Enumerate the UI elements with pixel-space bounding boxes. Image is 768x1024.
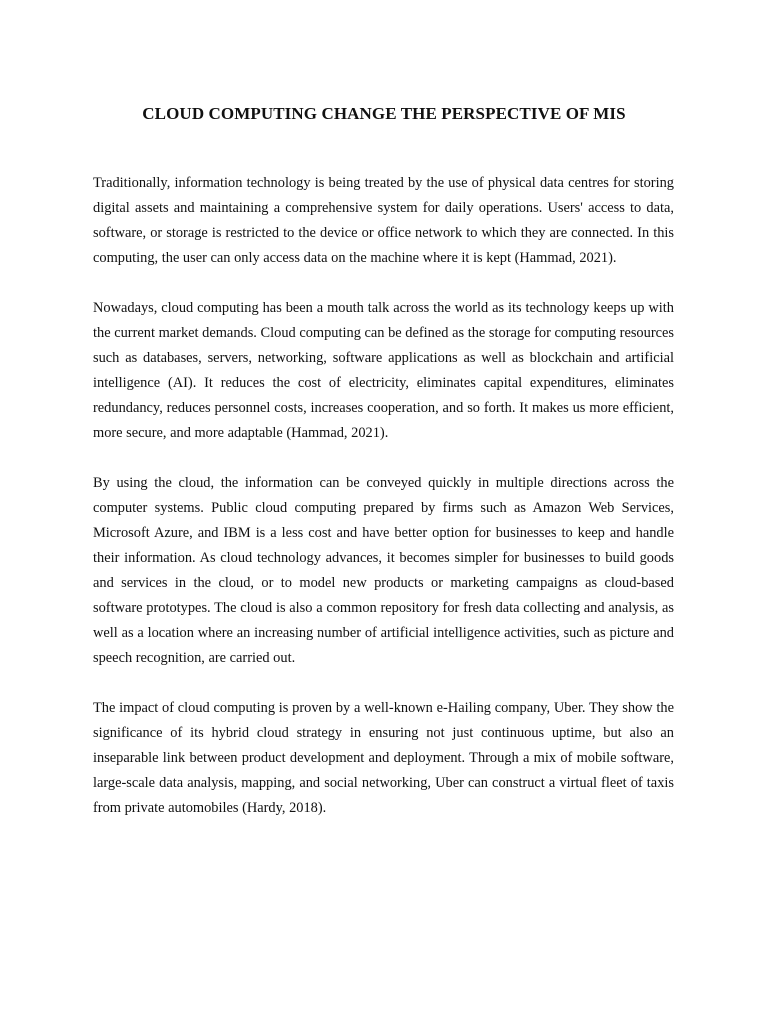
document-title: CLOUD COMPUTING CHANGE THE PERSPECTIVE OF MIS xyxy=(142,104,626,123)
paragraph-public-cloud: By using the cloud, the information can be conveyed quickly in multiple directions across the computer systems. Public cloud computing prepared by firms such as Amazon Web Services, Microsoft Azure, and IBM is a less cost and have better option for businesses to keep and handle their information. As cloud technology advances, it becomes simpler for businesses to build goods and services in the cloud, or to model new products or marketing campaigns as cloud-based software prototypes. The cloud is also a common repository for fresh data collecting and analysis, as well as a location where an increasing number of artificial intelligence activities, such as picture and speech recognition, are carried out. xyxy=(93,475,674,666)
paragraph-traditional-it: Traditionally, information technology is being treated by the use of physical data centres for storing digital assets and maintaining a comprehensive system for daily operations. Users' access to data, software, or storage is restricted to the device or office network to which they are connected. In this computing, the user can only access data on the machine where it is kept (Hammad, 2021). xyxy=(93,175,674,266)
document-body xyxy=(93,171,674,846)
paragraph-uber-case: The impact of cloud computing is proven by a well-known e-Hailing company, Uber. They show the significance of its hybrid cloud strategy in ensuring not just continuous uptime, but also an inseparable link between product development and deployment. Through a mix of mobile software, large-scale data analysis, mapping, and social networking, Uber can construct a virtual fleet of taxis from private automobiles (Hardy, 2018). xyxy=(93,700,674,816)
paragraph-cloud-definition: Nowadays, cloud computing has been a mouth talk across the world as its technology keeps up with the current market demands. Cloud computing can be defined as the storage for computing resources such as databases, servers, networking, software applications as well as blockchain and artificial intelligence (AI). It reduces the cost of electricity, eliminates capital expenditures, eliminates redundancy, reduces personnel costs, increases cooperation, and so forth. It makes us more efficient, more secure, and more adaptable (Hammad, 2021). xyxy=(93,300,674,441)
